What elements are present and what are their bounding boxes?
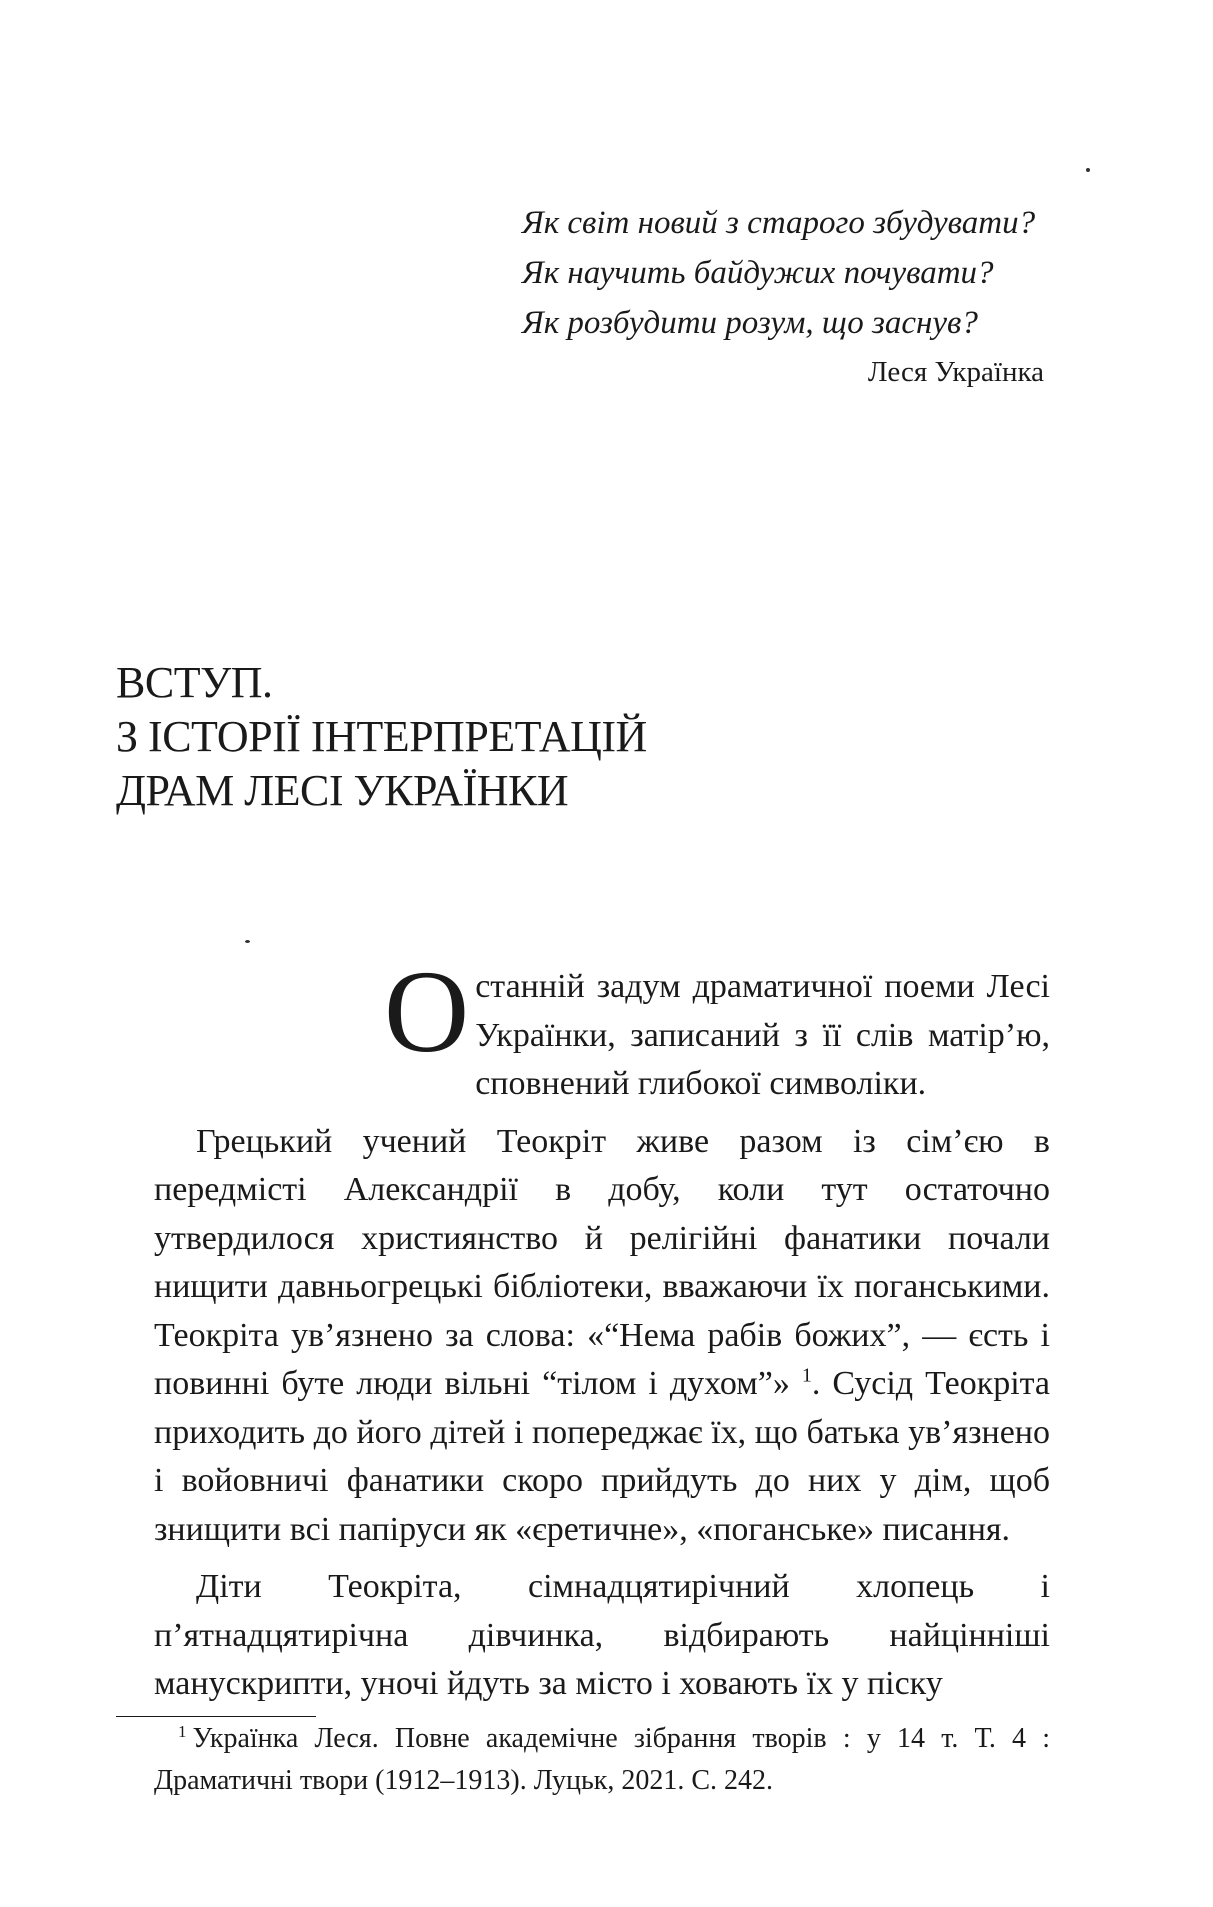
chapter-title [116,656,1016,818]
paragraph-text: . Сусід Теокріта приходить до його дітей і попереджає їх, що батька ув’язнено і войовничі фанатики скоро прийдуть до них у дім, щоб знищити всі папіруси як «єретичне», «поганське» писання. [154,1365,1051,1548]
epigraph-line: Як світ новий з старого збудувати? [522,205,1036,241]
chapter-title-line: ДРАМ ЛЕСІ УКРАЇНКИ [116,766,569,815]
footnote-number: 1 [178,1721,187,1741]
footnote [154,1718,1050,1802]
footnote-reference[interactable]: 1 [801,1364,812,1387]
chapter-title-line: З ІСТОРІЇ ІНТЕРПРЕТАЦІЙ [116,712,647,761]
paragraph [154,1118,1050,1555]
drop-cap: О [384,946,470,1077]
chapter-title-line: ВСТУП. [116,658,273,707]
speck-mark [245,940,250,943]
footnote-text: Українка Леся. Повне академічне зібрання творів : у 14 т. Т. 4 : Драматичні твори (1912–1913). Луцьк, 2021. С. 242. [154,1723,1050,1796]
body-text [154,946,1051,1709]
epigraph-author: Леся Українка [867,356,1044,388]
epigraph-line: Як научить байдужих почувати? [522,255,994,291]
paragraph [154,946,1050,1109]
footnote-divider [116,1716,316,1717]
paragraph [154,1563,1050,1709]
speck-mark [1086,168,1090,172]
epigraph [522,198,1082,396]
epigraph-line: Як розбудити розум, що заснув? [522,305,978,341]
paragraph-text: станній задум драматичної поеми Лесі Українки, записаний з її слів матір’ю, сповнений глибокої символіки. [475,968,1050,1102]
paragraph-text: Грецький учений Теокріт живе разом із сім’єю в передмісті Александрії в добу, коли тут остаточно утвердилося християнство й релігійні фанатики почали нищити давньогрецькі бібліотеки, вважаючи їх поганськими. Теокріта ув’язнено за слова: «“Нема рабів божих”, — єсть і повинні буте люди вільні “тілом і духом”» [154,1122,1050,1402]
paragraph-text: Діти Теокріта, сімнадцятирічний хлопець і п’ятнадцятирічна дівчинка, відбирають найцінніші манускрипти, уночі йдуть за місто і ховають їх у піску [154,1568,1050,1702]
